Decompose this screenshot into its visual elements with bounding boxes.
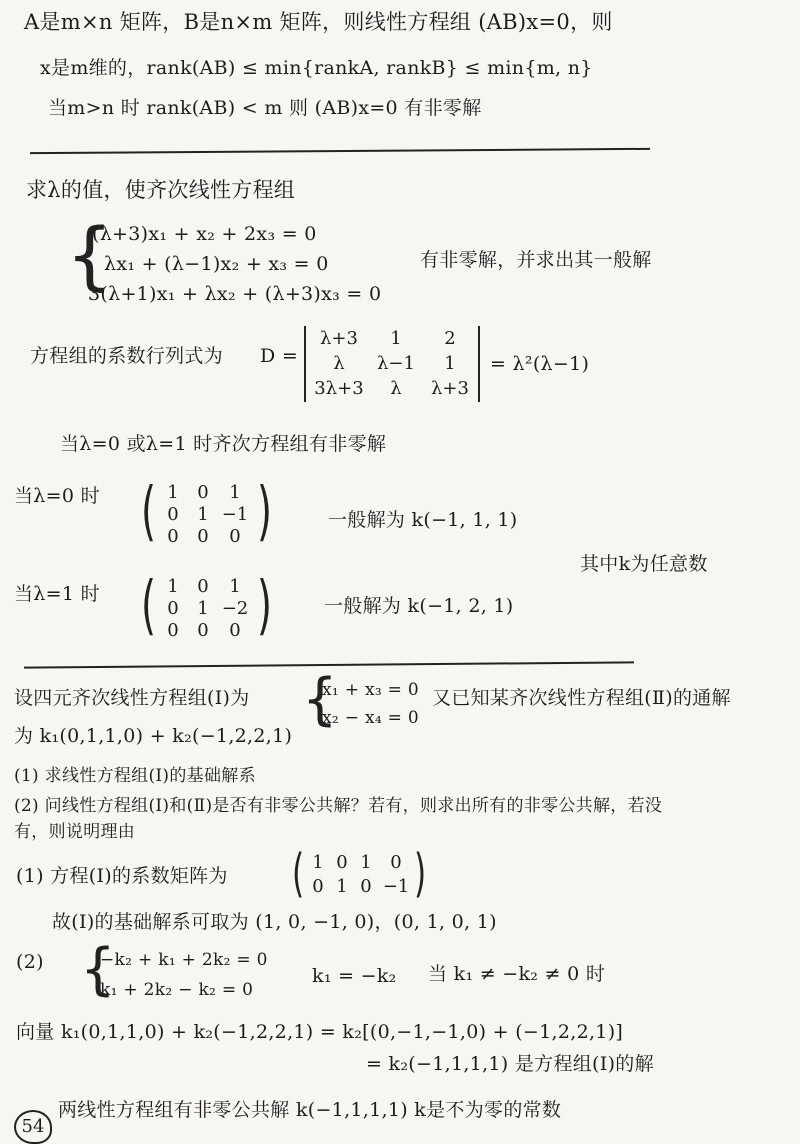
case0-solution: 一般解为 k(−1, 1, 1) <box>328 509 518 531</box>
det-cell: 1 <box>390 328 402 349</box>
s3-a2-eq2: k₁ + 2k₂ − k₂ = 0 <box>100 980 254 1000</box>
a1-cell: 0 <box>390 852 402 873</box>
case1-cell: 0 <box>197 620 209 641</box>
s3-a2-condition: 当 k₁ ≠ −k₂ ≠ 0 时 <box>428 963 606 985</box>
s3-a2-label: (2) <box>16 951 44 973</box>
s3-intro-a: 设四元齐次线性方程组(Ⅰ)为 <box>14 687 250 709</box>
a1-cell: 0 <box>312 876 324 897</box>
s2-eq-note: 有非零解，并求出其一般解 <box>420 249 652 271</box>
case0-cell: 1 <box>197 504 209 525</box>
s3-a1-basis: 故(Ⅰ)的基础解系可取为 (1, 0, −1, 0)，(0, 1, 0, 1) <box>52 911 497 933</box>
det-cell: λ−1 <box>377 353 415 374</box>
page-number: 54 <box>14 1110 52 1144</box>
a1-cell: 1 <box>360 852 372 873</box>
det-cell: λ+3 <box>320 328 358 349</box>
case1-cell: −2 <box>221 598 249 619</box>
s3-vec-line1: 向量 k₁(0,1,1,0) + k₂(−1,2,2,1) = k₂[(0,−1,−1,0) + (−1,2,2,1)] <box>16 1021 624 1043</box>
s3-sys-eq2: x₂ − x₄ = 0 <box>322 708 420 728</box>
a1-cell: 1 <box>312 852 324 873</box>
det-cell: 1 <box>444 353 456 374</box>
case1-paren-left: ( <box>140 569 156 643</box>
det-value: = λ²(λ−1) <box>490 353 590 375</box>
case0-cell: 0 <box>197 526 209 547</box>
case0-cell: 0 <box>167 526 179 547</box>
a2-brace: { <box>80 937 116 1002</box>
s2-eq2: λx₁ + (λ−1)x₂ + x₃ = 0 <box>104 253 329 275</box>
case1-paren-right: ) <box>256 569 272 643</box>
system-brace: { <box>66 213 114 299</box>
s1-line3: 当m>n 时 rank(AB) < m 则 (AB)x=0 有非零解 <box>48 97 482 119</box>
s3-a1-label: (1) 方程(Ⅰ)的系数矩阵为 <box>16 865 228 887</box>
case0-cell: 1 <box>167 482 179 503</box>
det-cell: λ <box>390 378 402 399</box>
det-cell: λ+3 <box>431 378 469 399</box>
case1-cell: 0 <box>197 576 209 597</box>
case1-matrix <box>158 576 252 642</box>
case0-matrix <box>158 482 252 548</box>
s2-problem: 求λ的值，使齐次线性方程组 <box>26 178 296 202</box>
det-cell: 2 <box>444 328 456 349</box>
case1-cell: 1 <box>229 576 241 597</box>
det-cell: λ <box>333 353 345 374</box>
case0-paren-right: ) <box>256 475 272 549</box>
s3-sys-eq1: x₁ + x₃ = 0 <box>322 680 420 700</box>
case1-solution: 一般解为 k(−1, 2, 1) <box>324 595 514 617</box>
case0-cell: 0 <box>197 482 209 503</box>
det-cell: 3λ+3 <box>314 378 364 399</box>
a1-matrix <box>306 852 414 898</box>
det-bar-left <box>304 326 306 402</box>
det-lhs: D = <box>260 345 299 367</box>
s1-line2: x是m维的，rank(AB) ≤ min{rankA, rankB} ≤ min{m, n} <box>40 57 593 79</box>
case1-cell: 1 <box>167 576 179 597</box>
det-matrix <box>310 328 476 400</box>
det-bar-right <box>478 326 480 402</box>
s3-q2b: 有，则说明理由 <box>14 822 136 842</box>
case0-cell: 0 <box>229 526 241 547</box>
s2-eq1: (λ+3)x₁ + x₂ + 2x₃ = 0 <box>92 223 317 245</box>
case1-cell: 0 <box>167 598 179 619</box>
s3-conclusion: 两线性方程组有非零公共解 k(−1,1,1,1) k是不为零的常数 <box>58 1099 562 1121</box>
s3-vec-line2: = k₂(−1,1,1,1) 是方程组(Ⅰ)的解 <box>366 1053 654 1075</box>
s3-system-brace: { <box>302 667 338 732</box>
s3-intro-b: 又已知某齐次线性方程组(Ⅱ)的通解 <box>432 687 731 709</box>
s3-a2-eq1: −k₂ + k₁ + 2k₂ = 0 <box>100 950 268 970</box>
case0-label: 当λ=0 时 <box>14 485 100 507</box>
s3-a2-result: k₁ = −k₂ <box>312 965 397 987</box>
s3-q2a: (2) 问线性方程组(Ⅰ)和(Ⅱ)是否有非零公共解？若有，则求出所有的非零公共解，若没 <box>14 796 663 816</box>
case1-cell: 1 <box>197 598 209 619</box>
k-note: 其中k为任意数 <box>580 553 708 575</box>
case0-cell: −1 <box>221 504 249 525</box>
a1-cell: −1 <box>382 876 410 897</box>
a1-paren-left: ( <box>292 844 305 904</box>
a1-cell: 0 <box>360 876 372 897</box>
a1-paren-right: ) <box>414 844 427 904</box>
s2-condition: 当λ=0 或λ=1 时齐次方程组有非零解 <box>60 433 387 455</box>
case0-paren-left: ( <box>140 475 156 549</box>
a1-cell: 0 <box>336 852 348 873</box>
s1-line1: A是m×n 矩阵，B是n×m 矩阵，则线性方程组 (AB)x=0，则 <box>24 10 613 34</box>
s2-eq3: 3(λ+1)x₁ + λx₂ + (λ+3)x₃ = 0 <box>88 283 382 305</box>
case0-cell: 1 <box>229 482 241 503</box>
s3-intro-c: 为 k₁(0,1,1,0) + k₂(−1,2,2,1) <box>14 725 293 747</box>
case1-label: 当λ=1 时 <box>14 583 100 605</box>
case0-cell: 0 <box>167 504 179 525</box>
case1-cell: 0 <box>167 620 179 641</box>
case1-cell: 0 <box>229 620 241 641</box>
det-label: 方程组的系数行列式为 <box>30 345 224 367</box>
divider-1 <box>30 148 650 154</box>
s3-q1: (1) 求线性方程组(Ⅰ)的基础解系 <box>14 766 256 786</box>
a1-cell: 1 <box>336 876 348 897</box>
